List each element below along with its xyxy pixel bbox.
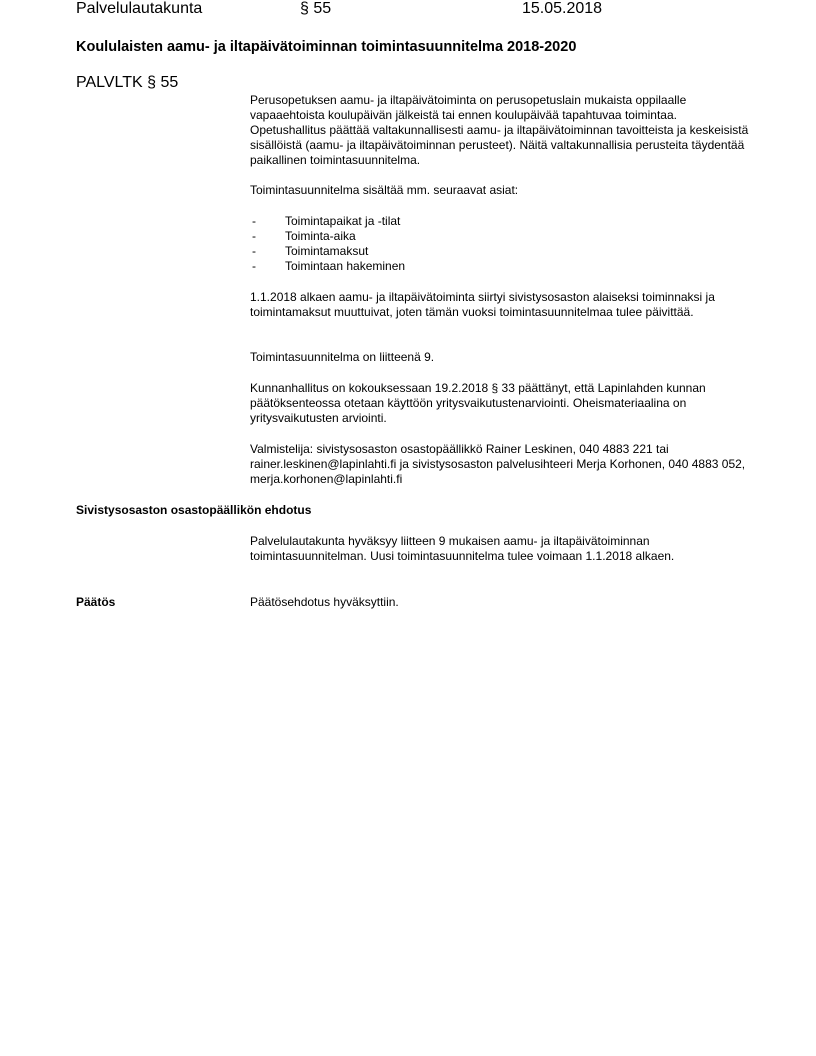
paragraph-contents-intro xyxy=(250,183,750,198)
decision-text: Päätösehdotus hyväksyttiin. xyxy=(250,595,399,609)
proposal-text-block xyxy=(250,534,750,564)
paragraph-transfer xyxy=(250,290,750,320)
paragraph-4: Toimintasuunnitelma on liitteenä 9. xyxy=(250,350,435,364)
paragraph-preparer xyxy=(250,442,750,487)
list-bullet: - xyxy=(252,214,256,228)
paragraph-5: Kunnanhallitus on kokouksessaan 19.2.2018 § 33 päättänyt, että Lapinlahden kunnan päätöksenteossa otetaan käyttöön yritysvaikutustenarviointi. Oheismateriaalina on yritysvaikutusten arviointi. xyxy=(250,381,706,425)
list-item-label: Toimintamaksut xyxy=(285,244,369,258)
header-section: § 55 xyxy=(300,0,332,17)
proposal-text: Palvelulautakunta hyväksyy liitteen 9 mukaisen aamu- ja iltapäivätoiminnan toimintasuunnitelman. Uusi toimintasuunnitelma tulee voimaan 1.1.2018 alkaen. xyxy=(250,534,675,563)
paragraph-attachment xyxy=(250,350,750,365)
paragraph-council xyxy=(250,381,750,426)
section-id: PALVLTK § 55 xyxy=(76,74,179,91)
paragraph-3: 1.1.2018 alkaen aamu- ja iltapäivätoiminta siirtyi sivistysosaston alaiseksi toiminnaksi ja toimintamaksut muuttuivat, joten tämän vuoksi toimintasuunnitelmaa tulee päivittää. xyxy=(250,290,715,319)
decision-label: Päätös xyxy=(76,595,116,609)
paragraph-2: Toimintasuunnitelma sisältää mm. seuraavat asiat: xyxy=(250,183,519,197)
document-title: Koululaisten aamu- ja iltapäivätoiminnan toimintasuunnitelma 2018-2020 xyxy=(76,39,577,55)
header-body-name: Palvelulautakunta xyxy=(76,0,203,17)
list-item-label: Toiminta-aika xyxy=(285,229,356,243)
list-bullet: - xyxy=(252,229,256,243)
list-bullet: - xyxy=(252,244,256,258)
list-bullet: - xyxy=(252,259,256,273)
list-item-label: Toimintaan hakeminen xyxy=(285,259,406,273)
paragraph-6: Valmistelija: sivistysosaston osastopäällikkö Rainer Leskinen, 040 4883 221 tai rainer.leskinen@lapinlahti.fi ja sivistysosaston palvelusihteeri Merja Korhonen, 040 4883 052, merja.korhonen@lapinlahti.fi xyxy=(250,442,746,486)
paragraph-1: Perusopetuksen aamu- ja iltapäivätoiminta on perusopetuslain mukaista oppilaalle vapaaehtoista koulupäivän jälkeistä tai ennen koulupäivää tapahtuvaa toimintaa. Opetushallitus päättää valtakunnallisesti aamu- ja iltapäivätoiminnan tavoitteista ja keskeisistä sisällöistä (aamu- ja iltapäivätoiminnan perusteet). Näitä valtakunnallisia perusteita täydentää paikallinen toimintasuunnitelma. xyxy=(250,93,749,167)
header-date: 15.05.2018 xyxy=(522,0,603,17)
proposal-label: Sivistysosaston osastopäällikön ehdotus xyxy=(76,503,312,517)
list-item-label: Toimintapaikat ja -tilat xyxy=(285,214,401,228)
paragraph-intro xyxy=(250,93,750,168)
decision-text-block xyxy=(250,595,750,610)
